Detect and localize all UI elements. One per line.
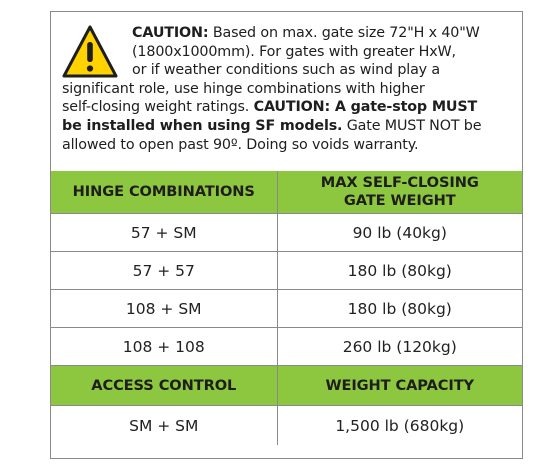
hinge-combo-cell: 108 + 108 [51, 328, 277, 366]
hinge-combo-cell: 57 + SM [51, 214, 277, 252]
caution-line [62, 117, 517, 136]
weight-table [51, 171, 522, 445]
weight-cell: 260 lb (120kg) [277, 328, 522, 366]
table-row [51, 328, 522, 366]
caution-notice [51, 12, 522, 171]
capacity-cell: 1,500 lb (680kg) [277, 406, 522, 446]
weight-cell: 180 lb (80kg) [277, 252, 522, 290]
caution-line: or if weather conditions such as wind play a [132, 62, 441, 79]
caution-plain: Gate MUST NOT be [342, 117, 482, 134]
column-header-access-control: ACCESS CONTROL [51, 366, 277, 406]
hinge-combo-cell: 57 + 57 [51, 252, 277, 290]
caution-line: significant role, use hinge combinations with higher [62, 80, 425, 97]
caution-bold: CAUTION: [132, 25, 209, 41]
caution-line: (1800x1000mm). For gates with greater HxW, [132, 43, 456, 60]
caution-line: allowed to open past 90º. Doing so voids warranty. [62, 136, 419, 153]
weight-cell: 180 lb (80kg) [277, 290, 522, 328]
caution-plain: Based on max. gate size 72"H x 40"W [208, 25, 480, 41]
caution-bold: CAUTION: A gate-stop MUST [253, 99, 478, 116]
header-line: MAX SELF-CLOSING [320, 174, 479, 191]
spec-card [50, 11, 523, 459]
column-header-max-self-closing [277, 171, 522, 214]
column-header-hinge-combinations: HINGE COMBINATIONS [51, 171, 277, 214]
table-header-row [51, 171, 522, 214]
access-combo-cell: SM + SM [51, 406, 277, 446]
table-row [51, 406, 522, 446]
caution-bold: be installed when using SF models. [62, 117, 343, 134]
weight-cell: 90 lb (40kg) [277, 214, 522, 252]
caution-text [62, 24, 517, 154]
hinge-combo-cell: 108 + SM [51, 290, 277, 328]
table-row [51, 290, 522, 328]
caution-line [62, 24, 517, 43]
column-header-weight-capacity: WEIGHT CAPACITY [277, 366, 522, 406]
caution-line [62, 98, 517, 117]
table-row [51, 252, 522, 290]
caution-plain: self-closing weight ratings. [62, 99, 254, 116]
table-header-row [51, 366, 522, 406]
table-row [51, 214, 522, 252]
header-line: GATE WEIGHT [343, 192, 456, 209]
